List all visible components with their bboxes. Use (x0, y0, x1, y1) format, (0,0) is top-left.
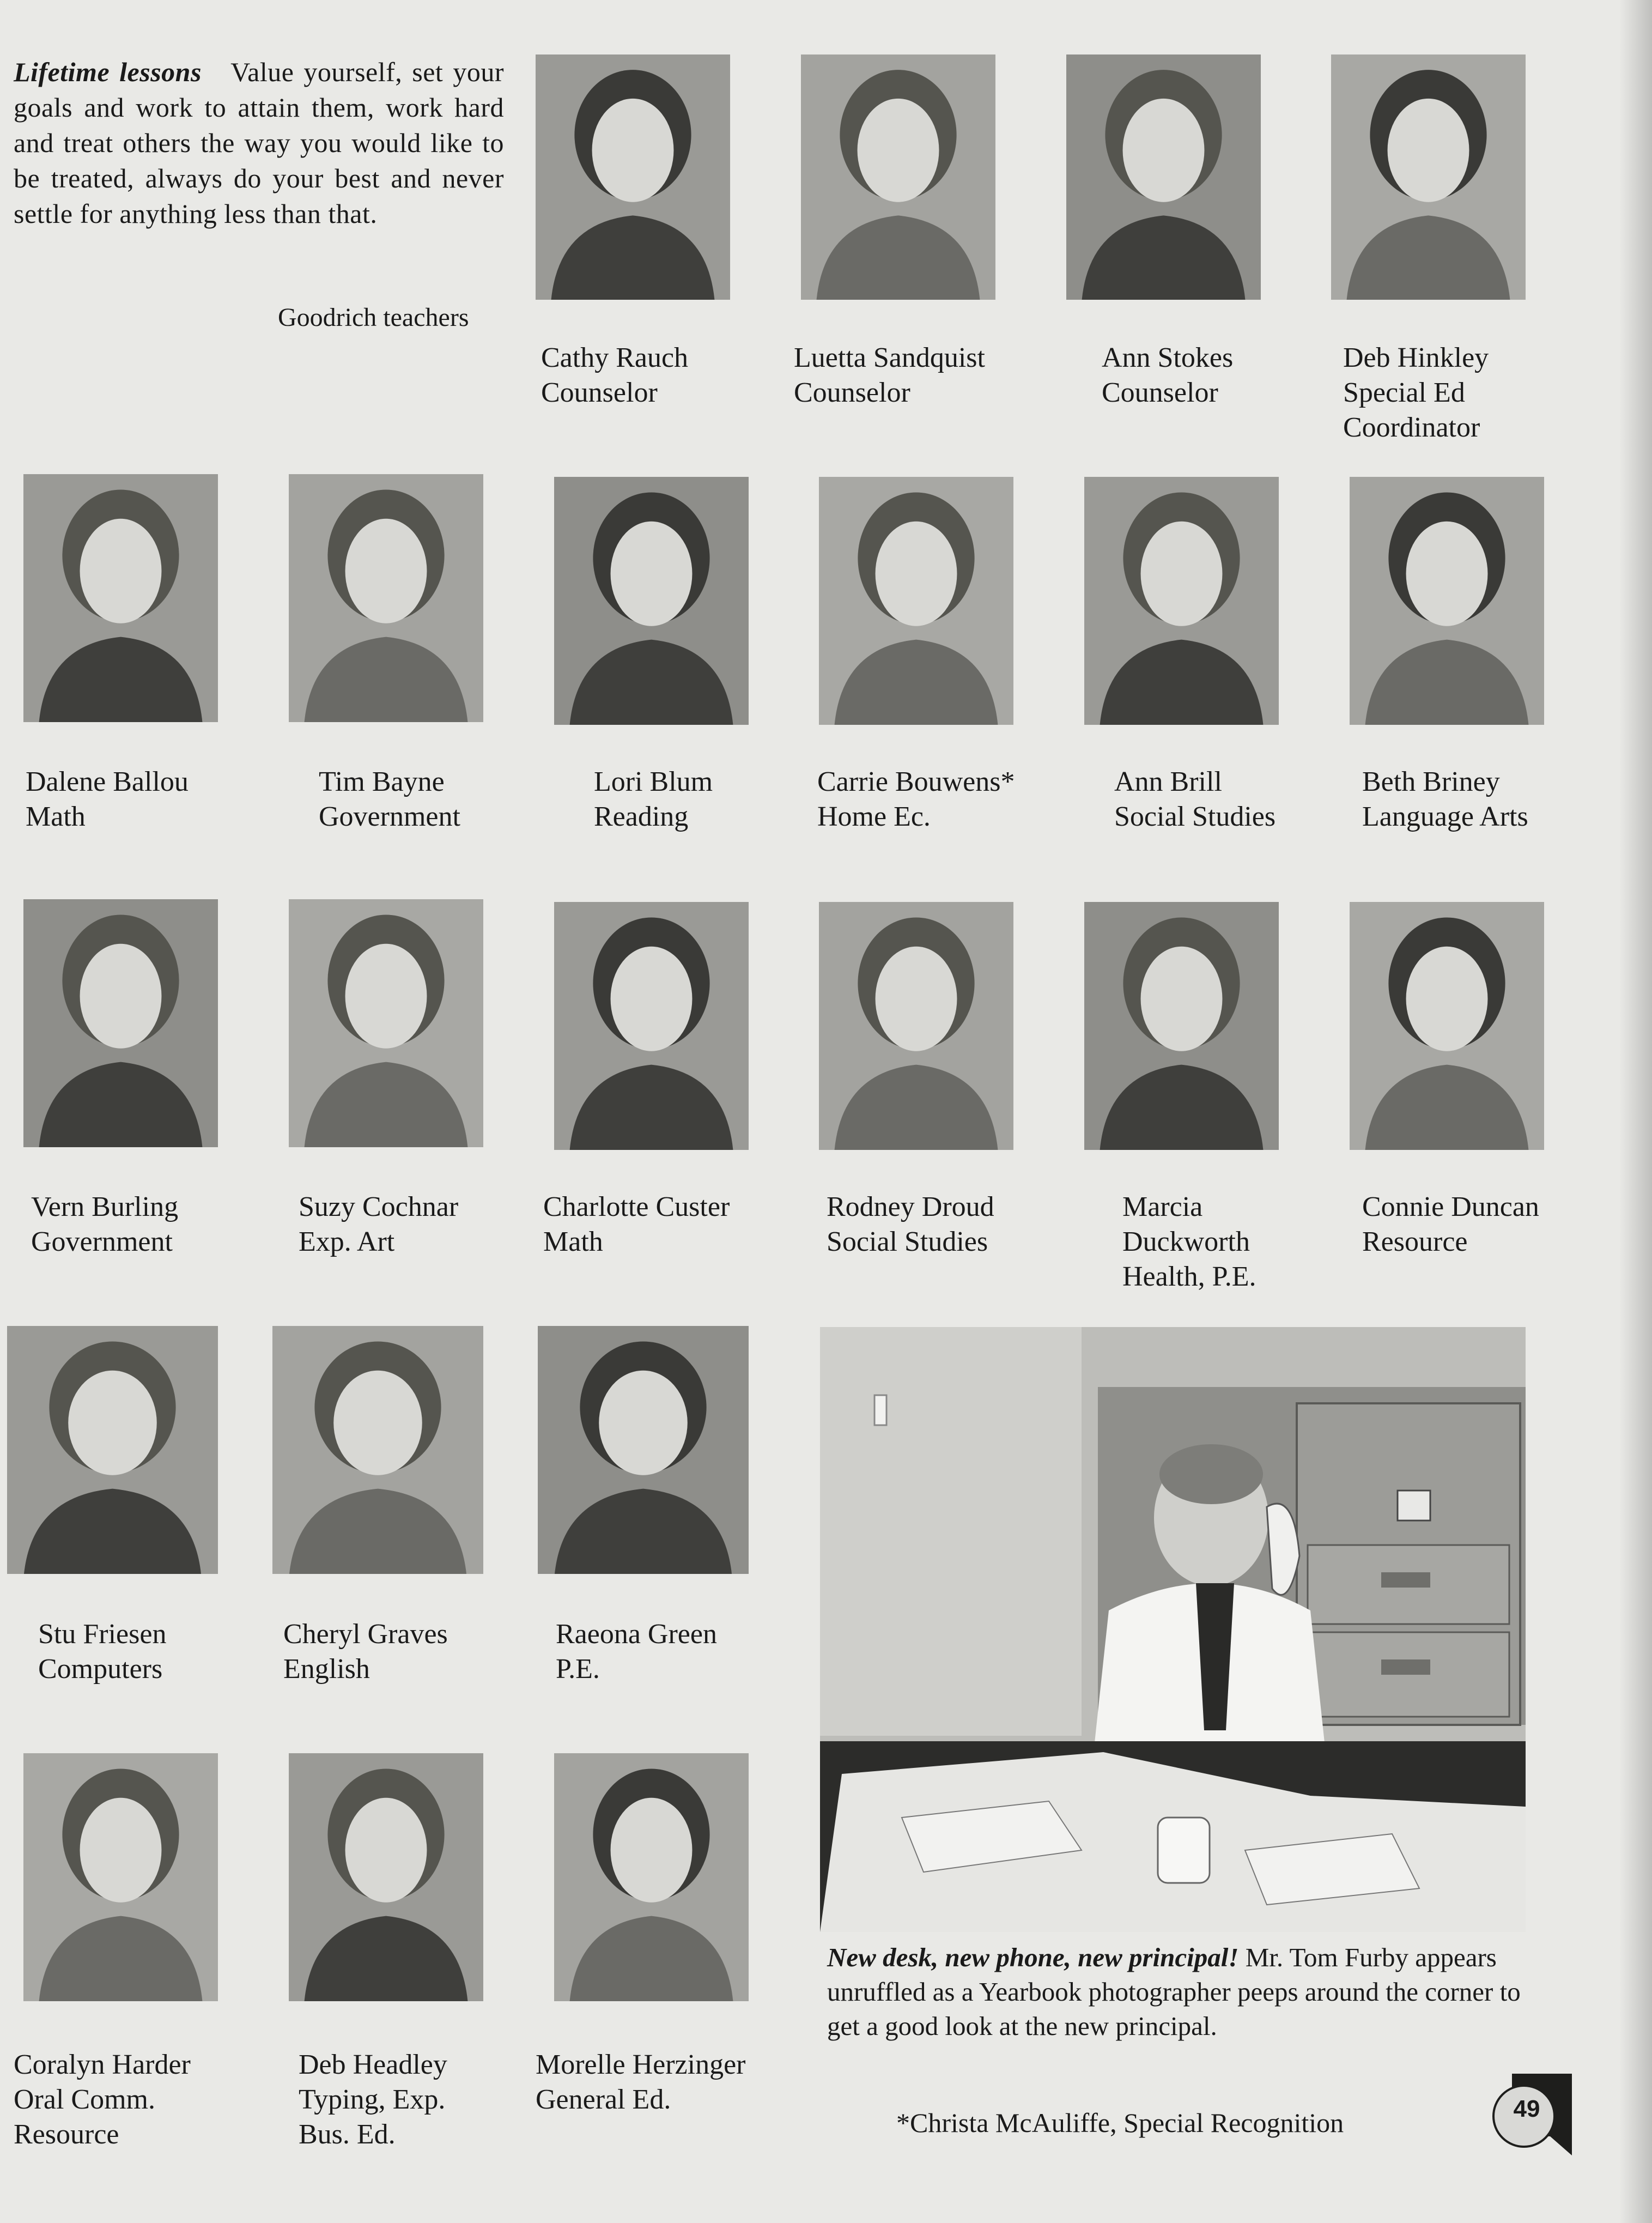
caption-luetta-sandquist: Luetta Sandquist Counselor (794, 342, 985, 408)
portrait-silhouette (554, 902, 749, 1150)
portrait-ann-stokes (1066, 54, 1261, 300)
caption-deb-hinkley: Deb Hinkley Special Ed Coordinator (1343, 342, 1489, 443)
portrait-silhouette (1350, 902, 1544, 1150)
portrait-lori-blum (554, 477, 749, 725)
portrait-silhouette (272, 1326, 483, 1574)
caption-rodney-droud: Rodney Droud Social Studies (827, 1191, 994, 1257)
office-caption-lead: New desk, new phone, new principal! (827, 1942, 1239, 1972)
caption-cathy-rauch: Cathy Rauch Counselor (541, 342, 689, 408)
caption-charlotte-custer: Charlotte Custer Math (543, 1191, 730, 1257)
portrait-silhouette (819, 902, 1013, 1150)
portrait-silhouette (23, 1753, 218, 2001)
caption-raeona-green: Raeona Green P.E. (556, 1619, 717, 1685)
portrait-silhouette (23, 474, 218, 722)
caption-beth-briney: Beth Briney Language Arts (1362, 766, 1528, 832)
portrait-silhouette (1331, 54, 1526, 300)
portrait-silhouette (289, 474, 483, 722)
office-caption-body: Mr. Tom Furby appears unruffled as a Yearbook photographer peeps around the corner to get a good look at the new principal. (827, 1942, 1521, 2041)
caption-connie-duncan: Connie Duncan Resource (1362, 1191, 1539, 1257)
portrait-silhouette (554, 477, 749, 725)
portrait-silhouette (801, 54, 995, 300)
caption-dalene-ballou: Dalene Ballou Math (26, 766, 189, 832)
portrait-cheryl-graves (272, 1326, 483, 1574)
portrait-marcia-duckworth (1084, 902, 1279, 1150)
portrait-stu-friesen (7, 1326, 218, 1574)
portrait-ann-brill (1084, 477, 1279, 725)
portrait-vern-burling (23, 899, 218, 1147)
portrait-silhouette (538, 1326, 749, 1574)
portrait-dalene-ballou (23, 474, 218, 722)
portrait-silhouette (1084, 477, 1279, 725)
quote-lead: Lifetime lessons (14, 57, 202, 87)
portrait-tim-bayne (289, 474, 483, 722)
portrait-carrie-bouwens (819, 477, 1013, 725)
portrait-silhouette (1084, 902, 1279, 1150)
portrait-coralyn-harder (23, 1753, 218, 2001)
portrait-connie-duncan (1350, 902, 1544, 1150)
caption-cheryl-graves: Cheryl Graves English (283, 1619, 448, 1685)
caption-marcia-duckworth: Marcia Duckworth Health, P.E. (1122, 1191, 1256, 1292)
caption-carrie-bouwens: Carrie Bouwens* Home Ec. (817, 766, 1015, 832)
portrait-silhouette (1350, 477, 1544, 725)
quote-body: Value yourself, set your goals and work to attain them, work hard and treat others the way you would like to be treated, always do your best and never settle for anything less than that. (14, 57, 504, 229)
office-scene-drawing (820, 1327, 1526, 1932)
portrait-silhouette (7, 1326, 218, 1574)
caption-stu-friesen: Stu Friesen Computers (38, 1619, 167, 1685)
portrait-silhouette (536, 54, 730, 300)
portrait-suzy-cochnar (289, 899, 483, 1147)
portrait-silhouette (23, 899, 218, 1147)
portrait-raeona-green (538, 1326, 749, 1574)
portrait-charlotte-custer (554, 902, 749, 1150)
portrait-silhouette (289, 899, 483, 1147)
quote-attribution: Goodrich teachers (278, 303, 469, 332)
caption-suzy-cochnar: Suzy Cochnar Exp. Art (299, 1191, 459, 1257)
portrait-silhouette (1066, 54, 1261, 300)
portrait-morelle-herzinger (554, 1753, 749, 2001)
portrait-rodney-droud (819, 902, 1013, 1150)
portrait-deb-headley (289, 1753, 483, 2001)
office-photo-caption (827, 1940, 1546, 2043)
portrait-luetta-sandquist (801, 54, 995, 300)
portrait-beth-briney (1350, 477, 1544, 725)
caption-coralyn-harder: Coralyn Harder Oral Comm. Resource (14, 2049, 191, 2150)
page-edge-shadow (1619, 0, 1652, 2223)
portrait-cathy-rauch (536, 54, 730, 300)
caption-deb-headley: Deb Headley Typing, Exp. Bus. Ed. (299, 2049, 447, 2150)
caption-ann-stokes: Ann Stokes Counselor (1102, 342, 1234, 408)
intro-quote (14, 54, 504, 232)
portrait-silhouette (819, 477, 1013, 725)
caption-ann-brill: Ann Brill Social Studies (1114, 766, 1276, 832)
page-number: 49 (1513, 2095, 1540, 2122)
portrait-silhouette (289, 1753, 483, 2001)
portrait-silhouette (554, 1753, 749, 2001)
footnote: *Christa McAuliffe, Special Recognition (896, 2107, 1344, 2138)
caption-vern-burling: Vern Burling Government (31, 1191, 179, 1257)
principal-office-photo (820, 1327, 1526, 1932)
caption-morelle-herzinger: Morelle Herzinger General Ed. (536, 2049, 746, 2115)
caption-lori-blum: Lori Blum Reading (594, 766, 713, 832)
caption-tim-bayne: Tim Bayne Government (319, 766, 460, 832)
portrait-deb-hinkley (1331, 54, 1526, 300)
